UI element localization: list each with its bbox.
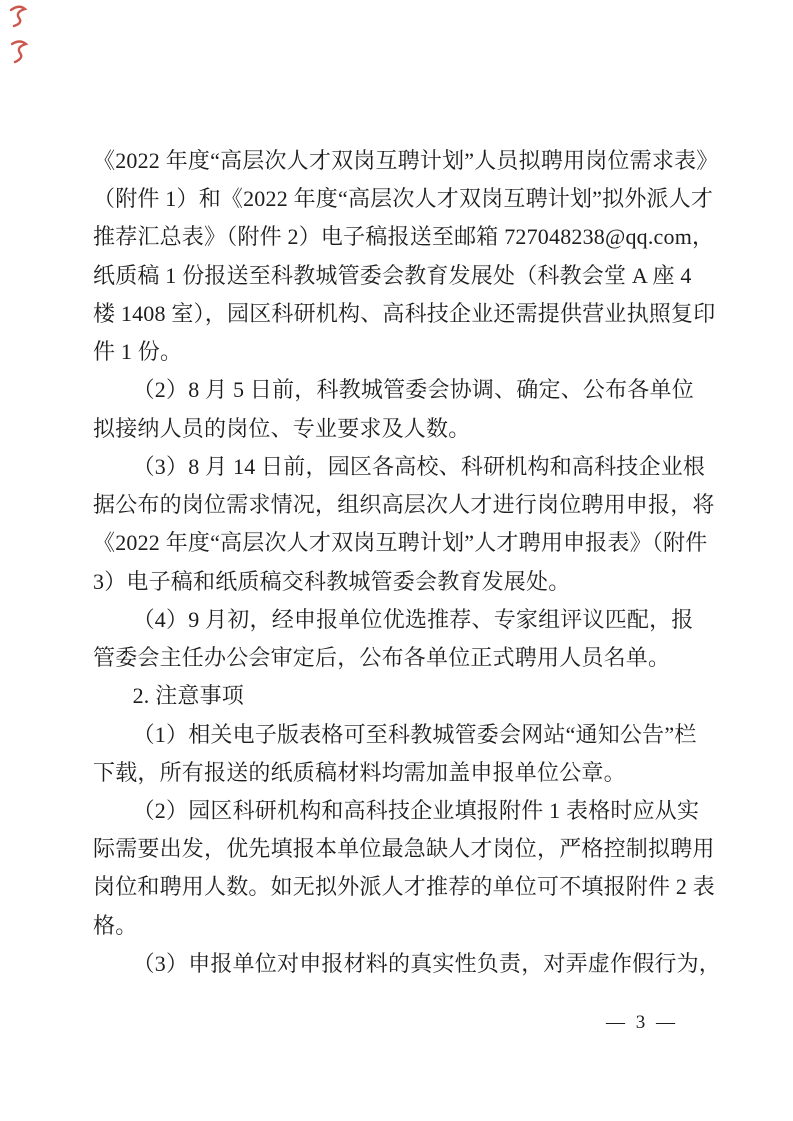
text-line: （3）申报单位对申报材料的真实性负责，对弄虚作假行为， — [132, 950, 721, 976]
text-line: 拟接纳人员的岗位、专业要求及人数。 — [93, 415, 471, 441]
text-line: 《2022 年度“高层次人才双岗互聘计划”人才聘用申报表》（附件 — [93, 530, 708, 556]
page-number: — 3 — — [606, 1012, 678, 1033]
text-line: （3）8 月 14 日前，园区各高校、科研机构和高科技企业根 — [132, 453, 706, 479]
text-line: 管委会主任办公会审定后，公布各单位正式聘用人员名单。 — [93, 645, 671, 671]
text-line: （4）9 月初，经申报单位优选推荐、专家组评议匹配，报 — [132, 606, 694, 632]
document-body — [93, 142, 721, 983]
text-line: 纸质稿 1 份报送至科教城管委会教育发展处（科教会堂 A 座 4 — [93, 262, 692, 288]
section-heading-line: 2. 注意事项 — [132, 683, 244, 709]
text-line: （2）园区科研机构和高科技企业填报附件 1 表格时应从实 — [132, 797, 700, 823]
text-line: 据公布的岗位需求情况，组织高层次人才进行岗位聘用申报，将 — [93, 492, 715, 518]
text-line: 下载，所有报送的纸质稿材料均需加盖申报单位公章。 — [93, 759, 626, 785]
text-line: 件 1 份。 — [93, 339, 183, 365]
text-line: 楼 1408 室），园区科研机构、高科技企业还需提供营业执照复印 — [93, 300, 716, 326]
red-pen-annotation — [5, 2, 33, 78]
text-line: （附件 1）和《2022 年度“高层次人才双岗互聘计划”拟外派人才 — [93, 186, 714, 212]
text-line: （1）相关电子版表格可至科教城管委会网站“通知公告”栏 — [132, 721, 697, 747]
text-line: 格。 — [93, 912, 138, 938]
text-line: 际需要出发，优先填报本单位最急缺人才岗位，严格控制拟聘用 — [93, 836, 715, 862]
text-line: （2）8 月 5 日前，科教城管委会协调、确定、公布各单位 — [132, 377, 694, 403]
text-line: 推荐汇总表》（附件 2）电子稿报送至邮箱 727048238@qq.com， — [93, 224, 715, 250]
text-line: 《2022 年度“高层次人才双岗互聘计划”人员拟聘用岗位需求表》 — [93, 148, 719, 173]
text-line: 3）电子稿和纸质稿交科教城管委会教育发展处。 — [93, 568, 571, 594]
text-line: 岗位和聘用人数。如无拟外派人才推荐的单位可不填报附件 2 表 — [93, 874, 716, 900]
